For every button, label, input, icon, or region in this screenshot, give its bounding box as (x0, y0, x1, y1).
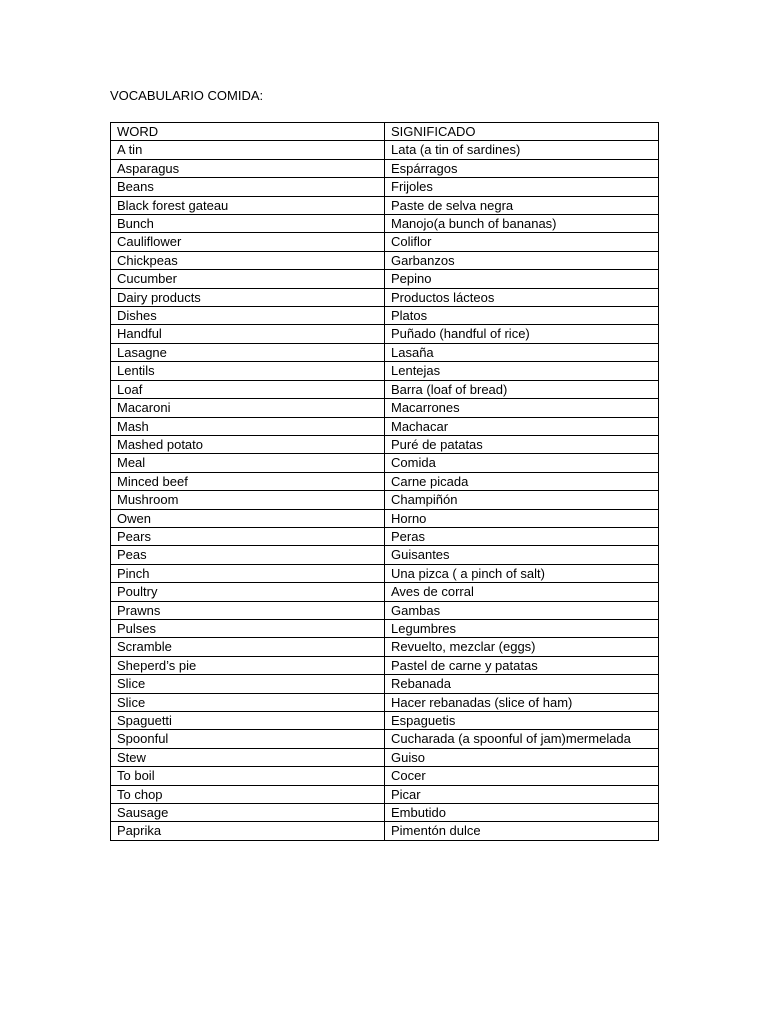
significado-cell: Gambas (385, 601, 659, 619)
word-cell: Lentils (111, 362, 385, 380)
word-cell: Slice (111, 693, 385, 711)
table-row (111, 417, 659, 435)
word-cell: Spoonful (111, 730, 385, 748)
table-row (111, 491, 659, 509)
vocabulary-table-body (111, 123, 659, 841)
significado-cell: Revuelto, mezclar (eggs) (385, 638, 659, 656)
table-row (111, 435, 659, 453)
table-row (111, 343, 659, 361)
significado-cell: Horno (385, 509, 659, 527)
significado-cell: Puñado (handful of rice) (385, 325, 659, 343)
header-word: WORD (111, 123, 385, 141)
word-cell: Pulses (111, 619, 385, 637)
table-row (111, 288, 659, 306)
table-row (111, 712, 659, 730)
vocabulary-table (110, 122, 659, 841)
table-row (111, 380, 659, 398)
significado-cell: Picar (385, 785, 659, 803)
word-cell: Pinch (111, 564, 385, 582)
word-cell: Bunch (111, 215, 385, 233)
table-row (111, 196, 659, 214)
table-row (111, 583, 659, 601)
word-cell: Black forest gateau (111, 196, 385, 214)
table-row (111, 454, 659, 472)
table-row (111, 307, 659, 325)
word-cell: Paprika (111, 822, 385, 840)
table-row (111, 472, 659, 490)
significado-cell: Productos lácteos (385, 288, 659, 306)
significado-cell: Champiñón (385, 491, 659, 509)
table-row (111, 178, 659, 196)
table-row (111, 325, 659, 343)
significado-cell: Peras (385, 527, 659, 545)
table-header-row (111, 123, 659, 141)
word-cell: Dairy products (111, 288, 385, 306)
word-cell: Chickpeas (111, 251, 385, 269)
table-row (111, 399, 659, 417)
table-row (111, 748, 659, 766)
table-row (111, 638, 659, 656)
significado-cell: Comida (385, 454, 659, 472)
word-cell: Prawns (111, 601, 385, 619)
table-row (111, 804, 659, 822)
table-row (111, 693, 659, 711)
significado-cell: Pimentón dulce (385, 822, 659, 840)
word-cell: Beans (111, 178, 385, 196)
significado-cell: Puré de patatas (385, 435, 659, 453)
word-cell: Meal (111, 454, 385, 472)
significado-cell: Machacar (385, 417, 659, 435)
word-cell: Minced beef (111, 472, 385, 490)
word-cell: A tin (111, 141, 385, 159)
word-cell: Asparagus (111, 159, 385, 177)
significado-cell: Lasaña (385, 343, 659, 361)
table-row (111, 822, 659, 840)
table-row (111, 527, 659, 545)
significado-cell: Espárragos (385, 159, 659, 177)
significado-cell: Guisantes (385, 546, 659, 564)
word-cell: Lasagne (111, 343, 385, 361)
significado-cell: Guiso (385, 748, 659, 766)
word-cell: Mashed potato (111, 435, 385, 453)
word-cell: Handful (111, 325, 385, 343)
significado-cell: Platos (385, 307, 659, 325)
significado-cell: Embutido (385, 804, 659, 822)
word-cell: Mushroom (111, 491, 385, 509)
significado-cell: Frijoles (385, 178, 659, 196)
word-cell: Dishes (111, 307, 385, 325)
significado-cell: Cocer (385, 767, 659, 785)
significado-cell: Rebanada (385, 675, 659, 693)
significado-cell: Cucharada (a spoonful of jam)mermelada (385, 730, 659, 748)
table-row (111, 601, 659, 619)
significado-cell: Pastel de carne y patatas (385, 656, 659, 674)
word-cell: Stew (111, 748, 385, 766)
table-row (111, 270, 659, 288)
table-row (111, 251, 659, 269)
table-row (111, 233, 659, 251)
significado-cell: Espaguetis (385, 712, 659, 730)
significado-cell: Carne picada (385, 472, 659, 490)
table-row (111, 141, 659, 159)
table-row (111, 215, 659, 233)
significado-cell: Coliflor (385, 233, 659, 251)
table-row (111, 785, 659, 803)
word-cell: Cauliflower (111, 233, 385, 251)
page-heading: VOCABULARIO COMIDA: (110, 88, 264, 103)
word-cell: Loaf (111, 380, 385, 398)
significado-cell: Paste de selva negra (385, 196, 659, 214)
word-cell: Spaguetti (111, 712, 385, 730)
table-row (111, 656, 659, 674)
word-cell: Macaroni (111, 399, 385, 417)
significado-cell: Pepino (385, 270, 659, 288)
header-significado: SIGNIFICADO (385, 123, 659, 141)
significado-cell: Macarrones (385, 399, 659, 417)
table-row (111, 675, 659, 693)
table-row (111, 509, 659, 527)
word-cell: Owen (111, 509, 385, 527)
word-cell: Mash (111, 417, 385, 435)
word-cell: Pears (111, 527, 385, 545)
word-cell: Sheperd’s pie (111, 656, 385, 674)
significado-cell: Legumbres (385, 619, 659, 637)
word-cell: Poultry (111, 583, 385, 601)
significado-cell: Aves de corral (385, 583, 659, 601)
table-row (111, 767, 659, 785)
significado-cell: Garbanzos (385, 251, 659, 269)
table-row (111, 362, 659, 380)
word-cell: Scramble (111, 638, 385, 656)
significado-cell: Lata (a tin of sardines) (385, 141, 659, 159)
word-cell: To chop (111, 785, 385, 803)
significado-cell: Barra (loaf of bread) (385, 380, 659, 398)
word-cell: To boil (111, 767, 385, 785)
word-cell: Peas (111, 546, 385, 564)
significado-cell: Manojo(a bunch of bananas) (385, 215, 659, 233)
table-row (111, 619, 659, 637)
significado-cell: Lentejas (385, 362, 659, 380)
significado-cell: Hacer rebanadas (slice of ham) (385, 693, 659, 711)
significado-cell: Una pizca ( a pinch of salt) (385, 564, 659, 582)
word-cell: Sausage (111, 804, 385, 822)
table-row (111, 564, 659, 582)
table-row (111, 546, 659, 564)
word-cell: Slice (111, 675, 385, 693)
table-row (111, 730, 659, 748)
table-row (111, 159, 659, 177)
word-cell: Cucumber (111, 270, 385, 288)
